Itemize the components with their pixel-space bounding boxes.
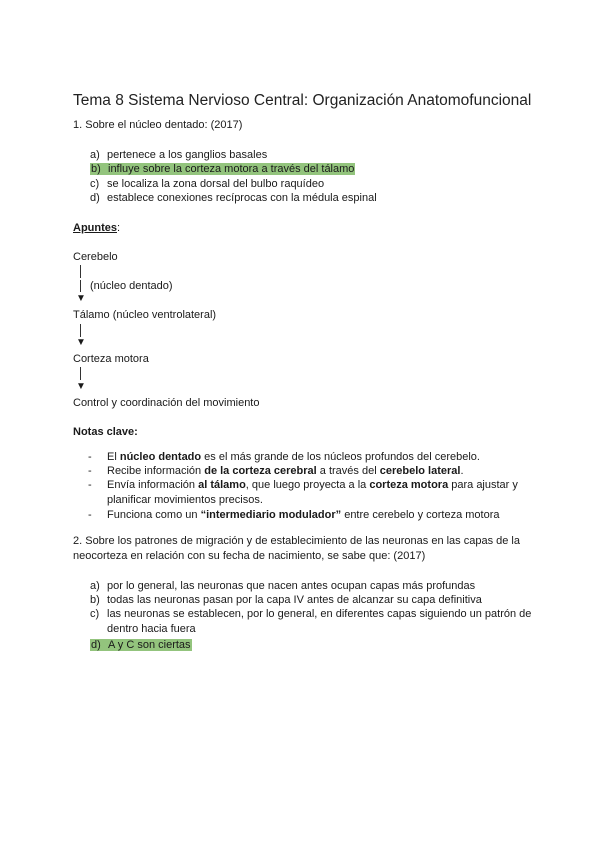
option-letter: b) bbox=[91, 163, 101, 175]
q1-option-c bbox=[90, 177, 324, 191]
option-letter: b) bbox=[90, 594, 100, 606]
flow-cerebelo: Cerebelo bbox=[73, 251, 118, 263]
arrow-down-icon: ▼ bbox=[76, 293, 86, 304]
nota-text: es el más grande de los núcleos profundos del cerebelo. bbox=[201, 451, 480, 463]
option-letter: a) bbox=[90, 149, 100, 161]
question-2: 2. Sobre los patrones de migración y de establecimiento de las neuronas en las capas de la neocorteza en relación con su fecha de nacimiento, se sabe que: (2017) bbox=[73, 535, 520, 562]
option-text: establece conexiones recíprocas con la médula espinal bbox=[107, 192, 377, 204]
correct-answer-highlight bbox=[90, 163, 355, 175]
nota-bold: corteza motora bbox=[369, 479, 449, 491]
q1-option-b bbox=[90, 162, 355, 176]
nota-text: para ajustar y planificar movimientos precisos. bbox=[107, 479, 518, 506]
notas-heading: Notas clave: bbox=[73, 426, 138, 438]
nota-1 bbox=[107, 450, 527, 465]
option-letter: a) bbox=[90, 580, 100, 592]
apuntes-label: Apuntes bbox=[73, 222, 117, 234]
page-title: Tema 8 Sistema Nervioso Central: Organización Anatomofuncional bbox=[73, 92, 532, 109]
arrow-down-icon: ▼ bbox=[76, 381, 86, 392]
nota-bold: “intermediario modulador” bbox=[200, 509, 342, 521]
flow-control: Control y coordinación del movimiento bbox=[73, 397, 260, 409]
nota-text: a través del bbox=[316, 465, 380, 477]
nota-text: Funciona como un bbox=[107, 509, 201, 521]
apuntes-heading bbox=[73, 221, 120, 235]
nota-3 bbox=[107, 478, 527, 507]
bullet-dash: - bbox=[88, 479, 92, 491]
option-letter: d) bbox=[90, 192, 100, 204]
q1-option-d bbox=[90, 191, 377, 205]
nota-bold: cerebelo lateral bbox=[379, 465, 461, 477]
flow-nucleo-dentado: (núcleo dentado) bbox=[90, 280, 173, 292]
correct-answer-highlight bbox=[90, 639, 192, 651]
q2-option-a bbox=[90, 579, 475, 593]
option-text: influye sobre la corteza motora a través del tálamo bbox=[108, 163, 355, 175]
arrow-down-icon: ▼ bbox=[76, 337, 86, 348]
option-text: todas las neuronas pasan por la capa IV antes de alcanzar su capa definitiva bbox=[107, 594, 482, 606]
flow-corteza: Corteza motora bbox=[73, 353, 149, 365]
nota-text: Recibe información bbox=[107, 465, 205, 477]
flow-line bbox=[80, 324, 81, 337]
nota-bold: núcleo dentado bbox=[119, 451, 202, 463]
flow-line bbox=[80, 265, 81, 278]
nota-bold: de la corteza cerebral bbox=[204, 465, 317, 477]
apuntes-colon: : bbox=[117, 222, 121, 234]
question-1: 1. Sobre el núcleo dentado: (2017) bbox=[73, 119, 243, 131]
nota-text: Envía información bbox=[107, 479, 199, 491]
bullet-dash: - bbox=[88, 509, 92, 521]
bullet-dash: - bbox=[88, 465, 92, 477]
nota-bold: al tálamo bbox=[198, 479, 246, 491]
bullet-dash: - bbox=[88, 451, 92, 463]
option-letter: c) bbox=[90, 608, 100, 620]
q2-option-d bbox=[90, 638, 192, 652]
option-letter: c) bbox=[90, 178, 100, 190]
option-text: pertenece a los ganglios basales bbox=[107, 149, 268, 161]
nota-4 bbox=[107, 508, 527, 523]
flow-talamo: Tálamo (núcleo ventrolateral) bbox=[73, 309, 217, 321]
flow-line bbox=[80, 367, 81, 380]
nota-text: . bbox=[460, 465, 464, 477]
q1-option-a bbox=[90, 148, 267, 162]
nota-text: El bbox=[107, 451, 120, 463]
q2-option-b bbox=[90, 593, 482, 607]
option-text: las neuronas se establecen, por lo general, en diferentes capas siguiendo un patrón de dentro hacia fuera bbox=[107, 608, 532, 635]
nota-text: entre cerebelo y corteza motora bbox=[341, 509, 500, 521]
option-text: se localiza la zona dorsal del bulbo raquídeo bbox=[107, 178, 325, 190]
option-text: A y C son ciertas bbox=[108, 639, 191, 651]
q2-option-c bbox=[90, 607, 532, 636]
option-text: por lo general, las neuronas que nacen antes ocupan capas más profundas bbox=[107, 580, 476, 592]
flow-line bbox=[80, 280, 81, 292]
nota-text: , que luego proyecta a la bbox=[245, 479, 370, 491]
nota-2 bbox=[107, 464, 527, 479]
option-letter: d) bbox=[91, 639, 101, 651]
